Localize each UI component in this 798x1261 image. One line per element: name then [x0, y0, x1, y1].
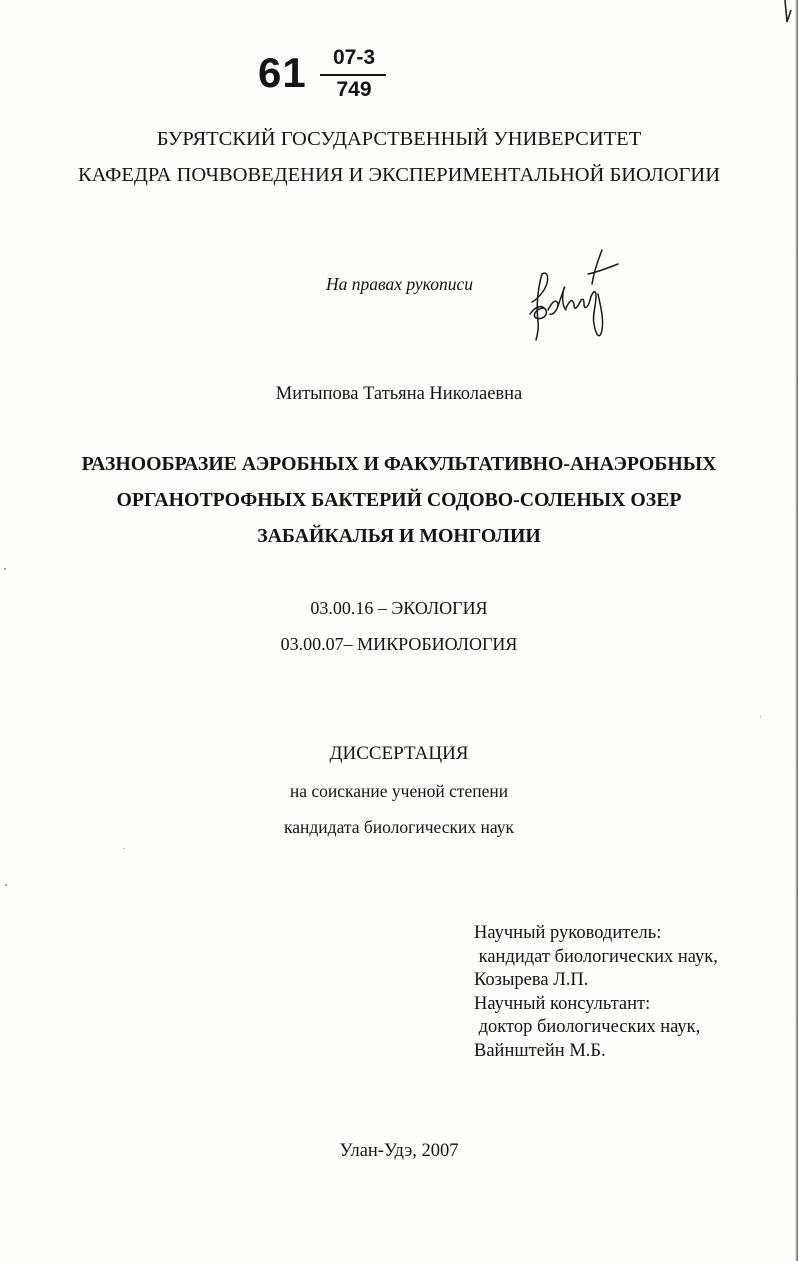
department-name: КАФЕДРА ПОЧВОВЕДЕНИЯ И ЭКСПЕРИМЕНТАЛЬНОЙ БИОЛОГИИ [77, 164, 721, 186]
title-line-1: РАЗНООБРАЗИЕ АЭРОБНЫХ И ФАКУЛЬТАТИВНО-АНАЭРОБНЫХ [81, 453, 717, 475]
specialty-microbiology: 03.00.07– МИКРОБИОЛОГИЯ [280, 634, 518, 654]
stamp-main-number: 61 [258, 49, 307, 96]
catalog-stamp [258, 44, 398, 106]
scan-speck [124, 848, 125, 849]
scan-speck [4, 568, 6, 570]
stamp-numerator: 07-3 [332, 46, 376, 69]
specialty-ecology: 03.00.16 – ЭКОЛОГИЯ [310, 598, 488, 618]
corner-mark [784, 0, 792, 24]
advisors-block [474, 922, 774, 1064]
consultant-label: Научный консультант: [474, 993, 651, 1014]
university-name: БУРЯТСКИЙ ГОСУДАРСТВЕННЫЙ УНИВЕРСИТЕТ [156, 128, 642, 150]
scan-speck [760, 716, 761, 717]
city-year: Улан-Удэ, 2007 [339, 1141, 459, 1161]
supervisor-name: Козырева Л.П. [474, 970, 589, 991]
title-line-2: ОРГАНОТРОФНЫХ БАКТЕРИЙ СОДОВО-СОЛЕНЫХ ОЗЕР [116, 489, 682, 511]
dissertation-degree: кандидата биологических наук [284, 817, 514, 837]
consultant-name: Вайнштейн М.Б. [474, 1040, 606, 1061]
scan-speck [5, 884, 7, 886]
supervisor-label: Научный руководитель: [474, 923, 662, 943]
supervisor-degree: кандидат биологических наук, [474, 946, 718, 967]
dissertation-purpose: на соискание ученой степени [289, 781, 509, 801]
title-line-3: ЗАБАЙКАЛЬЯ И МОНГОЛИИ [257, 525, 541, 547]
dissertation-label: ДИССЕРТАЦИЯ [329, 743, 469, 764]
stamp-fraction-line [320, 74, 386, 76]
author-name: Митыпова Татьяна Николаевна [275, 384, 523, 404]
author-signature [528, 244, 622, 342]
manuscript-note: На правах рукописи [326, 274, 473, 294]
stamp-denominator: 749 [336, 78, 372, 101]
consultant-degree: доктор биологических наук, [474, 1017, 701, 1038]
